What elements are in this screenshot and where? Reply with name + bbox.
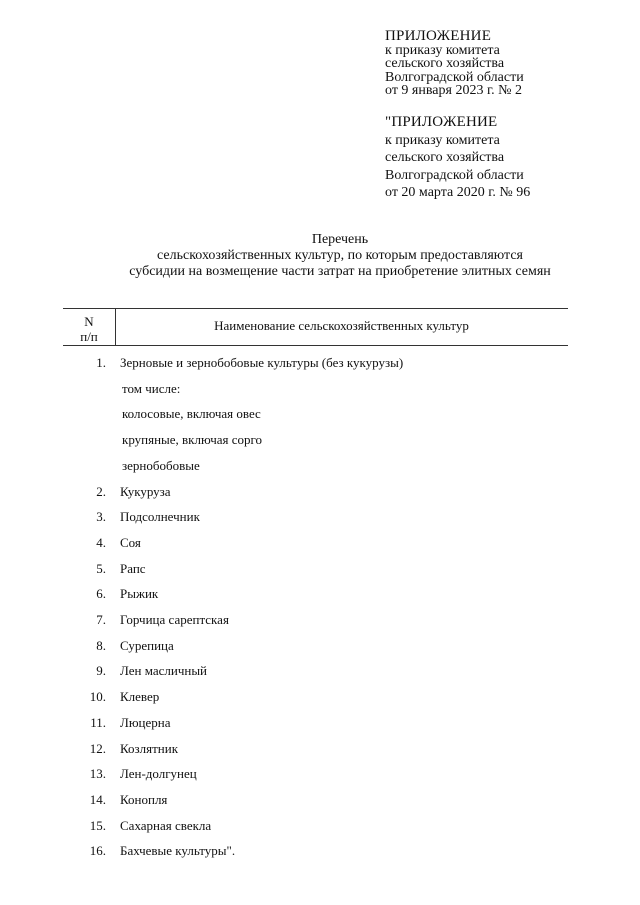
row-crop-name: Клевер [120, 689, 160, 705]
row-crop-name: Люцерна [120, 714, 171, 730]
row-crop-name: колосовые, включая овес [122, 406, 261, 422]
row-number: 14. [89, 791, 106, 807]
row-crop-name: Бахчевые культуры". [120, 843, 236, 859]
appendix-prior-line: Волгоградской области [385, 167, 524, 183]
title-line: сельскохозяйственных культур, по которым предоставляются [157, 248, 523, 263]
row-number: 9. [96, 663, 106, 679]
row-crop-name: том числе: [122, 380, 181, 396]
appendix-prior-head: "ПРИЛОЖЕНИЕ [385, 114, 498, 130]
row-crop-name: Зерновые и зернобобовые культуры (без кукурузы) [120, 355, 404, 370]
row-crop-name: Соя [120, 534, 141, 550]
row-number: 6. [96, 586, 106, 602]
row-crop-name: крупяные, включая сорго [122, 432, 263, 448]
appendix-prior-line: сельского хозяйства [385, 150, 505, 165]
row-crop-name: Сурепица [120, 637, 174, 653]
row-number: 1. [96, 355, 106, 370]
header-number-line: N [84, 314, 94, 329]
row-number: 2. [96, 483, 106, 499]
row-crop-name: зернобобовые [122, 457, 200, 473]
row-number: 8. [96, 637, 106, 653]
row-crop-name: Козлятник [120, 740, 179, 756]
row-crop-name: Лен-долгунец [120, 766, 197, 782]
row-crop-name: Кукуруза [120, 483, 171, 499]
row-number: 7. [96, 612, 106, 627]
row-number: 3. [96, 509, 106, 525]
appendix-current-line: от 9 января 2023 г. № 2 [385, 83, 522, 98]
row-crop-name: Конопля [120, 791, 168, 807]
row-crop-name: Горчица сарептская [120, 612, 229, 627]
appendix-prior [385, 114, 530, 202]
appendix-current-line: к приказу комитета [385, 42, 500, 58]
row-number: 12. [89, 740, 106, 756]
row-crop-name: Сахарная свекла [120, 817, 212, 833]
row-number: 5. [96, 560, 106, 576]
row-number: 15. [89, 817, 106, 833]
row-crop-name: Рыжик [120, 586, 159, 602]
document-title [60, 232, 620, 280]
appendix-current [385, 30, 524, 98]
row-number: 10. [89, 689, 106, 705]
appendix-current-line: Волгоградской области [385, 69, 524, 85]
header-name: Наименование сельскохозяйственных культур [214, 318, 469, 333]
table-top-rule [63, 308, 568, 309]
title-line: субсидии на возмещение части затрат на приобретение элитных семян [129, 264, 551, 279]
table-header-rule [63, 345, 568, 346]
row-number: 16. [89, 843, 106, 859]
row-number: 11. [90, 714, 106, 730]
header-number [63, 314, 115, 344]
row-crop-name: Подсолнечник [120, 509, 200, 525]
appendix-prior-line: к приказу комитета [385, 132, 500, 148]
appendix-prior-line: от 20 марта 2020 г. № 96 [385, 185, 531, 200]
appendix-current-head: ПРИЛОЖЕНИЕ [385, 28, 492, 44]
header-number-line: п/п [80, 329, 98, 344]
row-crop-name: Лен масличный [120, 663, 208, 679]
appendix-current-line: сельского хозяйства [385, 56, 505, 71]
row-number: 13. [89, 766, 106, 782]
row-number: 4. [96, 534, 106, 550]
title-line: Перечень [311, 232, 369, 247]
row-crop-name: Рапс [120, 560, 146, 576]
